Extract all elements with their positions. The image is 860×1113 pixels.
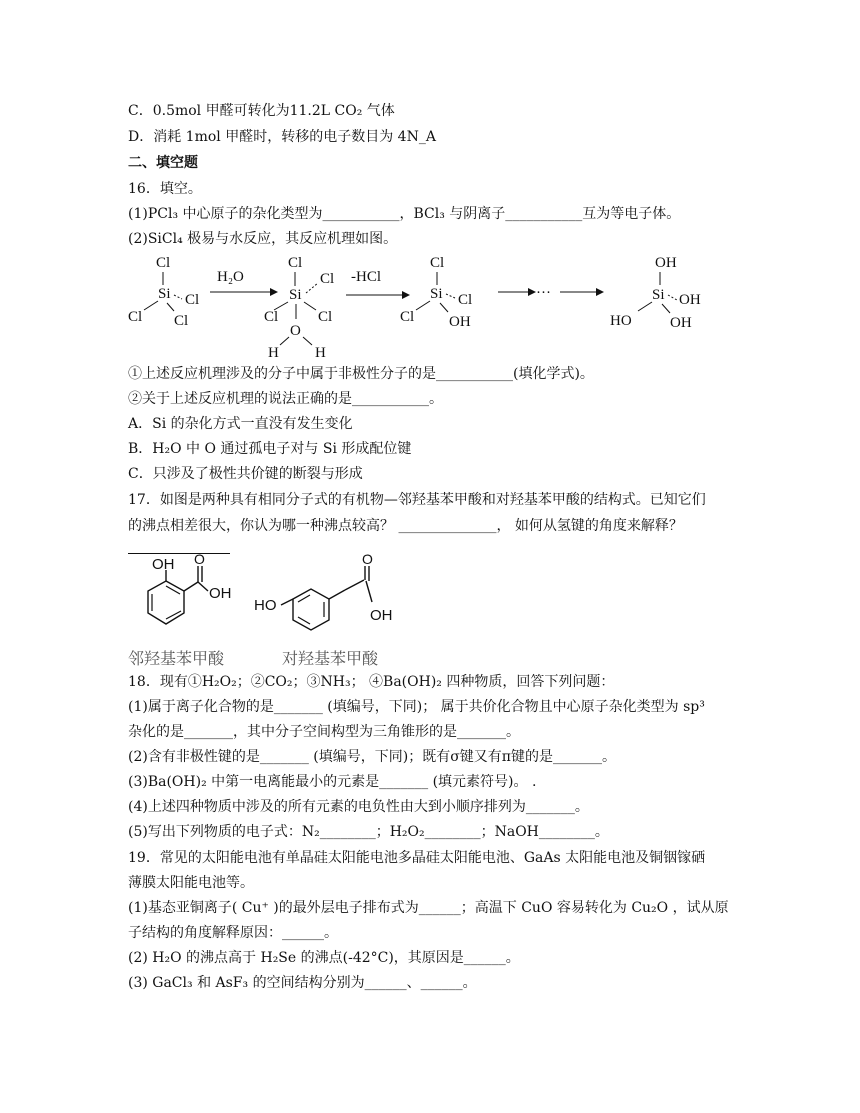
m4-bottom-oh: OH [670, 315, 692, 331]
question-16: 16．填空。 [128, 181, 202, 197]
m4-si: Si [652, 287, 665, 303]
question-19-part-3: (3) GaCl₃ 和 AsF₃ 的空间结构分别为______、______。 [128, 975, 477, 991]
continuation-dots: ··· [536, 285, 551, 301]
question-18-part-4: (4)上述四种物质中涉及的所有元素的电负性由大到小顺序排列为_______。 [128, 799, 589, 815]
m4-left-ho: HO [610, 313, 632, 329]
salicylic-carbonyl-o: O [194, 554, 205, 567]
m3-left-cl: Cl [400, 309, 415, 325]
question-16-option-a: A．Si 的杂化方式一直没有发生变化 [128, 416, 353, 432]
para-acid-oh: OH [370, 607, 393, 624]
para-ho: HO [254, 597, 277, 614]
m1-top-cl: Cl [156, 255, 171, 271]
sicl4-molecule [128, 255, 199, 329]
m2-si: Si [289, 287, 302, 303]
section-title: 二、填空题 [128, 155, 198, 171]
m2-o: O [290, 323, 301, 339]
m1-bottom-cl: Cl [174, 313, 189, 329]
m3-si: Si [430, 286, 443, 302]
question-19-part-1b: 子结构的角度解释原因：______。 [128, 925, 338, 941]
m4-right-oh: OH [679, 292, 701, 308]
salicylic-oh: OH [152, 556, 175, 573]
question-17-line-1: 17．如图是两种具有相同分子式的有机物—邻羟基苯甲酸和对羟基苯甲酸的结构式。已知它们 [128, 492, 706, 508]
question-18-part-2: (2)含有非极性键的是_______ (填编号，下同)；既有σ键又有π键的是_______。 [128, 749, 616, 765]
question-16-part-2: (2)SiCl₄ 极易与水反应，其反应机理如图。 [128, 231, 398, 247]
reaction-mechanism-diagram [122, 249, 722, 365]
question-18-part-5: (5)写出下列物质的电子式：N₂________；H₂O₂________；NaOH________。 [128, 824, 609, 840]
intermediate-molecule [264, 255, 334, 361]
m1-left-cl: Cl [128, 309, 143, 325]
option-c: C．0.5mol 甲醛可转化为11.2L CO₂ 气体 [128, 103, 395, 119]
question-19-line-1: 19．常见的太阳能电池有单晶硅太阳能电池多晶硅太阳能电池、GaAs 太阳能电池及铜铟镓硒 [128, 850, 706, 866]
salicylic-acid-label: 邻羟基苯甲酸 [128, 651, 225, 668]
arrow-2-label: -HCl [351, 269, 381, 285]
m2-left-cl: Cl [264, 309, 279, 325]
question-16-option-b: B．H₂O 中 O 通过孤电子对与 Si 形成配位键 [128, 441, 412, 457]
m2-h2: H [315, 345, 326, 361]
salicylic-acid-structure [148, 554, 232, 624]
m2-right-cl: Cl [318, 309, 333, 325]
m2-right-top-cl: Cl [320, 271, 335, 287]
benzoic-acid-structures [124, 554, 424, 672]
question-16-option-c: C．只涉及了极性共价键的断裂与形成 [128, 466, 363, 482]
m1-right-cl: Cl [185, 292, 200, 308]
question-19-part-2: (2) H₂O 的沸点高于 H₂Se 的沸点(-42°C)，其原因是______。 [128, 950, 520, 966]
para-hydroxybenzoic-acid-structure [254, 554, 393, 630]
question-17-line-2: 的沸点相差很大，你认为哪一种沸点较高？ ______________， 如何从氢键的角度来解释？ [128, 518, 683, 534]
question-18-part-3: (3)Ba(OH)₂ 中第一电离能最小的元素是_______ (填元素符号)。 . [128, 774, 537, 790]
question-18-part-1b: 杂化的是_______，其中分子空间构型为三角锥形的是_______。 [128, 724, 520, 740]
m1-si: Si [158, 286, 171, 302]
m4-top-oh: OH [655, 255, 677, 271]
orthosilicic-acid-molecule [610, 255, 701, 331]
question-18: 18．现有①H₂O₂；②CO₂；③NH₃； ④Ba(OH)₂ 四种物质，回答下列问题： [128, 674, 615, 690]
m3-right-cl: Cl [458, 292, 473, 308]
option-d: D．消耗 1mol 甲醛时，转移的电子数目为 4N_A [128, 129, 436, 145]
m3-top-cl: Cl [430, 255, 445, 271]
question-19-part-1a: (1)基态亚铜离子( Cu⁺ )的最外层电子排布式为______；高温下 CuO 容易转化为 Cu₂O ，试从原 [128, 900, 729, 916]
m2-h1: H [268, 345, 279, 361]
para-hydroxybenzoic-acid-label: 对羟基苯甲酸 [282, 651, 379, 668]
question-19-line-2: 薄膜太阳能电池等。 [128, 875, 254, 891]
question-18-part-1a: (1)属于离子化合物的是_______ (填编号，下同)； 属于共价化合物且中心原子杂化类型为 sp³ [128, 699, 705, 715]
m2-top-cl: Cl [288, 255, 303, 271]
question-16-sub-2: ②关于上述反应机理的说法正确的是___________。 [128, 391, 443, 407]
m3-oh: OH [449, 314, 471, 330]
silanol-intermediate [400, 255, 472, 330]
salicylic-acid-oh: OH [209, 585, 232, 602]
para-carbonyl-o: O [362, 554, 373, 567]
question-16-part-1: (1)PCl₃ 中心原子的杂化类型为___________，BCl₃ 与阴离子___________互为等电子体。 [128, 206, 681, 222]
arrow-1-label: H₂O [217, 269, 244, 285]
question-16-sub-1: ①上述反应机理涉及的分子中属于非极性分子的是___________(填化学式)。 [128, 366, 594, 382]
